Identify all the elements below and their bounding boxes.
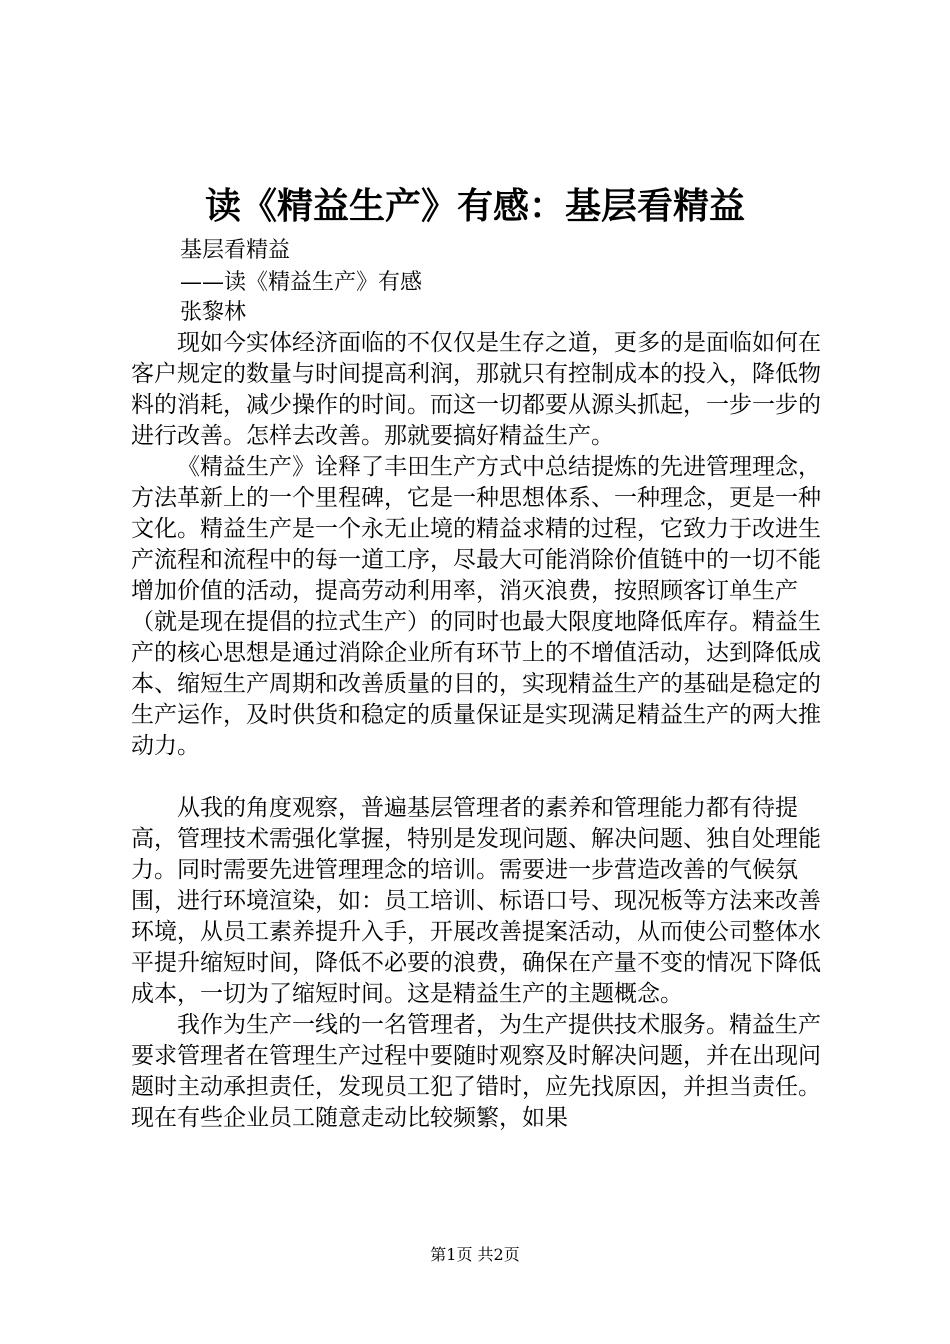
body-paragraph-1: 现如今实体经济面临的不仅仅是生存之道，更多的是面临如何在客户规定的数量与时间提高利润，那就只有控制成本的投入，降低物料的消耗，减少操作的时间。而这一切都要从源头抓起，一步一步的进行改善。怎样去改善。那就要搞好精益生产。 [131,330,821,449]
document-sub-heading: ——读《精益生产》有感 [180,270,423,295]
page-footer: 第1页 共2页 [430,1245,520,1264]
document-body [131,328,831,1134]
document-subtitle: 基层看精益 [180,238,291,263]
document-author: 张黎林 [180,300,247,325]
body-paragraph-3: 从我的角度观察，普遍基层管理者的素养和管理能力都有待提高，管理技术需强化掌握，特别是发现问题、解决问题、独自处理能力。同时需要先进管理理念的培训。需要进一步营造改善的气候氛围，进行环境渲染，如：员工培训、标语口号、现况板等方法来改善环境，从员工素养提升入手，开展改善提案活动，从而使公司整体水平提升缩短时间，降低不必要的浪费，确保在产量不变的情况下降低成本，一切为了缩短时间。这是精益生产的主题概念。 [131,795,821,1007]
paragraph-spacer [131,762,831,793]
document-title: 读《精益生产》有感：基层看精益 [204,185,745,227]
body-paragraph-2: 《精益生产》诠释了丰田生产方式中总结提炼的先进管理理念，方法革新上的一个里程碑，它是一种思想体系、一种理念，更是一种文化。精益生产是一个永无止境的精益求精的过程，它致力于改进生产流程和流程中的每一道工序，尽最大可能消除价值链中的一切不能增加价值的活动，提高劳动利用率，消灭浪费，按照顾客订单生产（就是现在提倡的拉式生产）的同时也最大限度地降低库存。精益生产的核心思想是通过消除企业所有环节上的不增值活动，达到降低成本、缩短生产周期和改善质量的目的，实现精益生产的基础是稳定的生产运作，及时供货和稳定的质量保证是实现满足精益生产的两大推动力。 [131,454,821,759]
body-paragraph-4: 我作为生产一线的一名管理者，为生产提供技术服务。精益生产要求管理者在管理生产过程中要随时观察及时解决问题，并在出现问题时主动承担责任，发现员工犯了错时，应先找原因，并担当责任。现在有些企业员工随意走动比较频繁，如果 [131,1012,821,1131]
